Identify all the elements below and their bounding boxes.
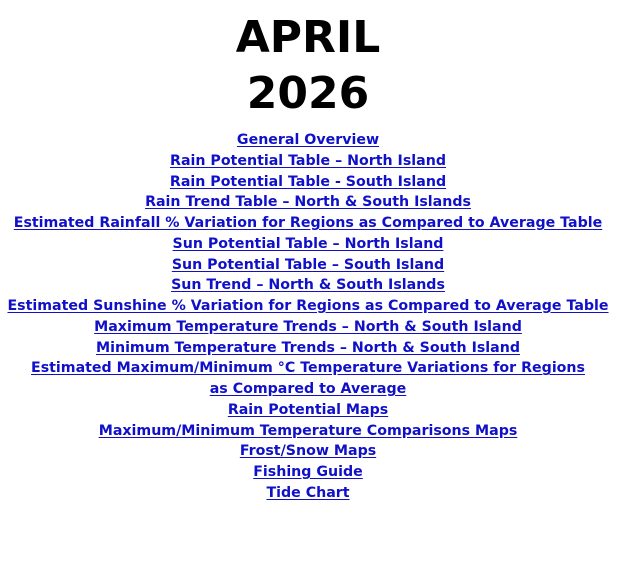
- title-month: APRIL: [235, 12, 381, 63]
- toc-item: [0, 420, 616, 441]
- toc-link-temp-comparison-maps[interactable]: Maximum/Minimum Temperature Comparisons Maps: [98, 422, 518, 439]
- toc-link-frost-snow-maps[interactable]: Frost/Snow Maps: [239, 443, 377, 460]
- toc-link-sun-potential-north[interactable]: Sun Potential Table – North Island: [172, 235, 444, 252]
- toc-link-rain-trend[interactable]: Rain Trend Table – North & South Islands: [145, 194, 471, 211]
- toc-link-rain-potential-north[interactable]: Rain Potential Table – North Island: [170, 152, 446, 169]
- toc-item: [0, 295, 616, 316]
- toc-item: [0, 274, 616, 295]
- toc-item: [0, 191, 616, 212]
- toc-item: [0, 150, 616, 171]
- toc-link-max-temp-trends[interactable]: Maximum Temperature Trends – North & South Island: [94, 318, 522, 335]
- toc-item: [0, 171, 616, 192]
- toc-item: [0, 399, 616, 420]
- toc-item: [0, 337, 616, 358]
- toc-item: [0, 378, 616, 399]
- toc-link-rainfall-variation[interactable]: Estimated Rainfall % Variation for Regions as Compared to Average Table: [13, 215, 603, 231]
- toc-item: [0, 254, 616, 275]
- toc-item: [0, 233, 616, 254]
- toc-link-fishing-guide[interactable]: Fishing Guide: [253, 464, 363, 480]
- toc-link-temp-variations-cont[interactable]: as Compared to Average: [209, 381, 407, 397]
- toc-link-min-temp-trends[interactable]: Minimum Temperature Trends – North & South Island: [95, 339, 520, 356]
- toc-link-sunshine-variation[interactable]: Estimated Sunshine % Variation for Regions as Compared to Average Table: [7, 298, 609, 314]
- toc-item: [0, 461, 616, 482]
- toc-link-sun-trend[interactable]: Sun Trend – North & South Islands: [171, 277, 445, 294]
- toc-item: [0, 212, 616, 233]
- toc-link-general-overview[interactable]: General Overview: [236, 132, 380, 148]
- toc-link-rain-potential-maps[interactable]: Rain Potential Maps: [227, 401, 389, 418]
- toc-link-sun-potential-south[interactable]: Sun Potential Table – South Island: [171, 256, 445, 273]
- toc-item: [0, 357, 616, 378]
- toc-item: [0, 316, 616, 337]
- page-title: [0, 10, 616, 122]
- toc-link-tide-chart[interactable]: Tide Chart: [266, 484, 350, 501]
- toc-item: [0, 129, 616, 150]
- title-year: 2026: [246, 68, 370, 119]
- toc-item: [0, 440, 616, 461]
- toc-link-rain-potential-south[interactable]: Rain Potential Table - South Island: [169, 173, 447, 190]
- toc-link-temp-variations[interactable]: Estimated Maximum/Minimum °C Temperature Variations for Regions: [31, 360, 585, 377]
- table-of-contents: [0, 129, 616, 503]
- toc-item: [0, 482, 616, 503]
